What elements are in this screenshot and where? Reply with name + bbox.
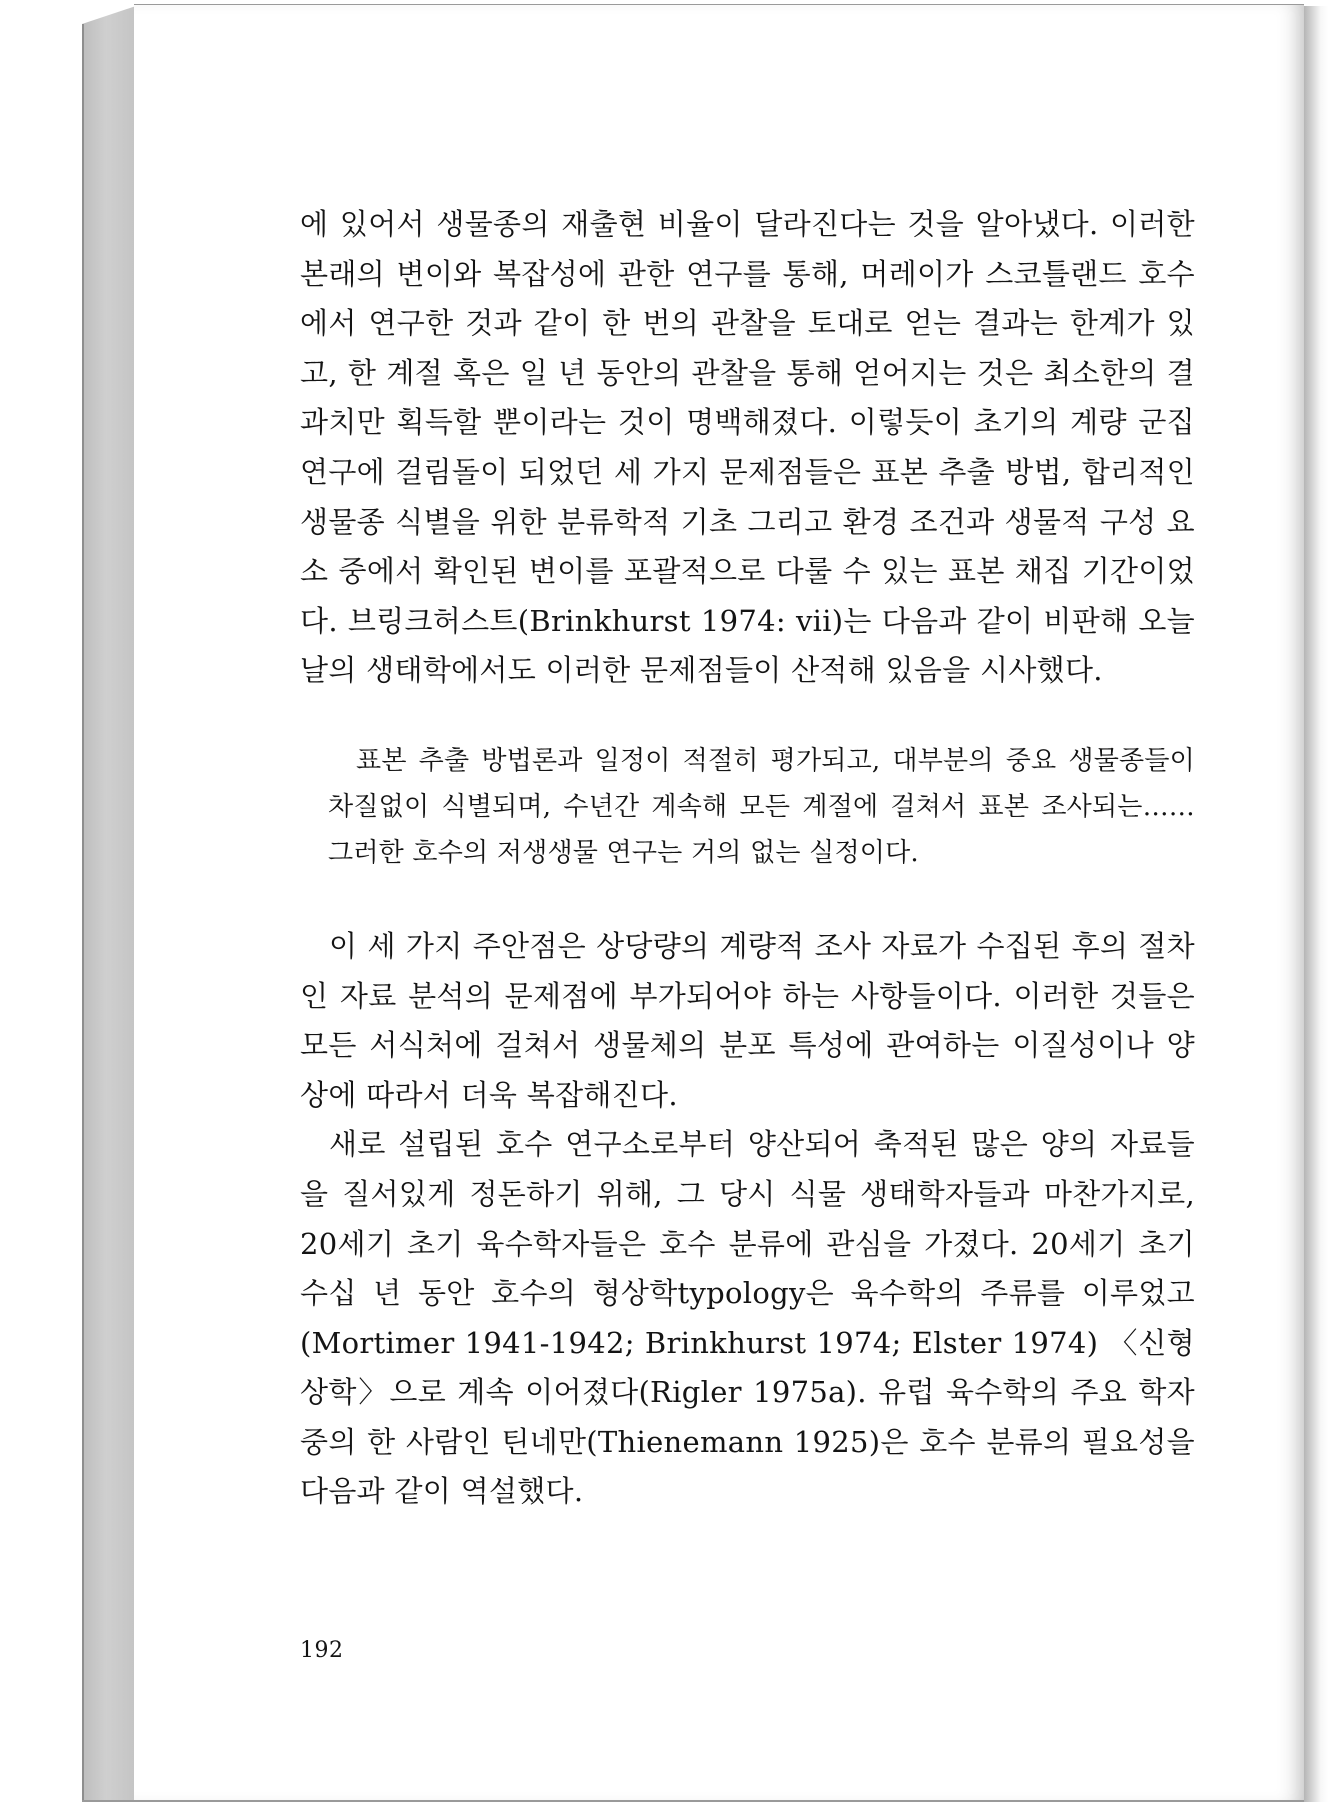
block-quote: 표본 추출 방법론과 일정이 적절히 평가되고, 대부분의 중요 생물종들이 차질없이 식별되며, 수년간 계속해 모든 계절에 걸쳐서 표본 조사되는…… 그러한 호수의 저생생물 연구는 거의 없는 실정이다. [328,745,1195,868]
page-number: 192 [300,1638,344,1663]
spacer [300,696,1195,738]
book-spine-edge [82,24,84,1800]
paragraph-2: 이 세 가지 주안점은 상당량의 계량적 조사 자료가 수집된 후의 절차인 자료 분석의 문제점에 부가되어야 하는 사항들이다. 이러한 것들은 모든 서식처에 걸쳐서 생물체의 분포 특성에 관여하는 이질성이나 양상에 따라서 더욱 복잡해진다. [300,928,1195,1112]
page-content [300,200,1195,1517]
book-spine [82,6,136,1802]
spacer [300,876,1195,922]
paragraph-1: 에 있어서 생물종의 재출현 비율이 달라진다는 것을 알아냈다. 이러한 본래의 변이와 복잡성에 관한 연구를 통해, 머레이가 스코틀랜드 호수에서 연구한 것과 같이 한 번의 관찰을 토대로 얻는 결과는 한계가 있고, 한 계절 혹은 일 년 동안의 관찰을 통해 얻어지는 것은 최소한의 결과치만 획득할 뿐이라는 것이 명백해졌다. 이렇듯이 초기의 계량 군집 연구에 걸림돌이 되었던 세 가지 문제점들은 표본 추출 방법, 합리적인 생물종 식별을 위한 분류학적 기초 그리고 환경 조건과 생물적 구성 요소 중에서 확인된 변이를 포괄적으로 다룰 수 있는 표본 채집 기간이었다. 브링크허스트(Brinkhurst 1974: vii)는 다음과 같이 비판해 오늘날의 생태학에서도 이러한 문제점들이 산적해 있음을 시사했다. [300,207,1195,688]
page-bottom-edge [82,1800,1304,1802]
paragraph-3: 새로 설립된 호수 연구소로부터 양산되어 축적된 많은 양의 자료들을 질서있게 정돈하기 위해, 그 당시 식물 생태학자들과 마찬가지로, 20세기 초기 육수학자들은 호수 분류에 관심을 가졌다. 20세기 초기 수십 년 동안 호수의 형상학typology은 육수학의 주류를 이루었고 (Mortimer 1941-1942; Brinkhurst 1974; Elster 1974) 〈신형상학〉으로 계속 이어졌다(Rigler 1975a). 유럽 육수학의 주요 학자 중의 한 사람인 틴네만(Thienemann 1925)은 호수 분류의 필요성을 다음과 같이 역설했다. [300,1127,1195,1509]
page-edge-shadow [1304,6,1328,1802]
